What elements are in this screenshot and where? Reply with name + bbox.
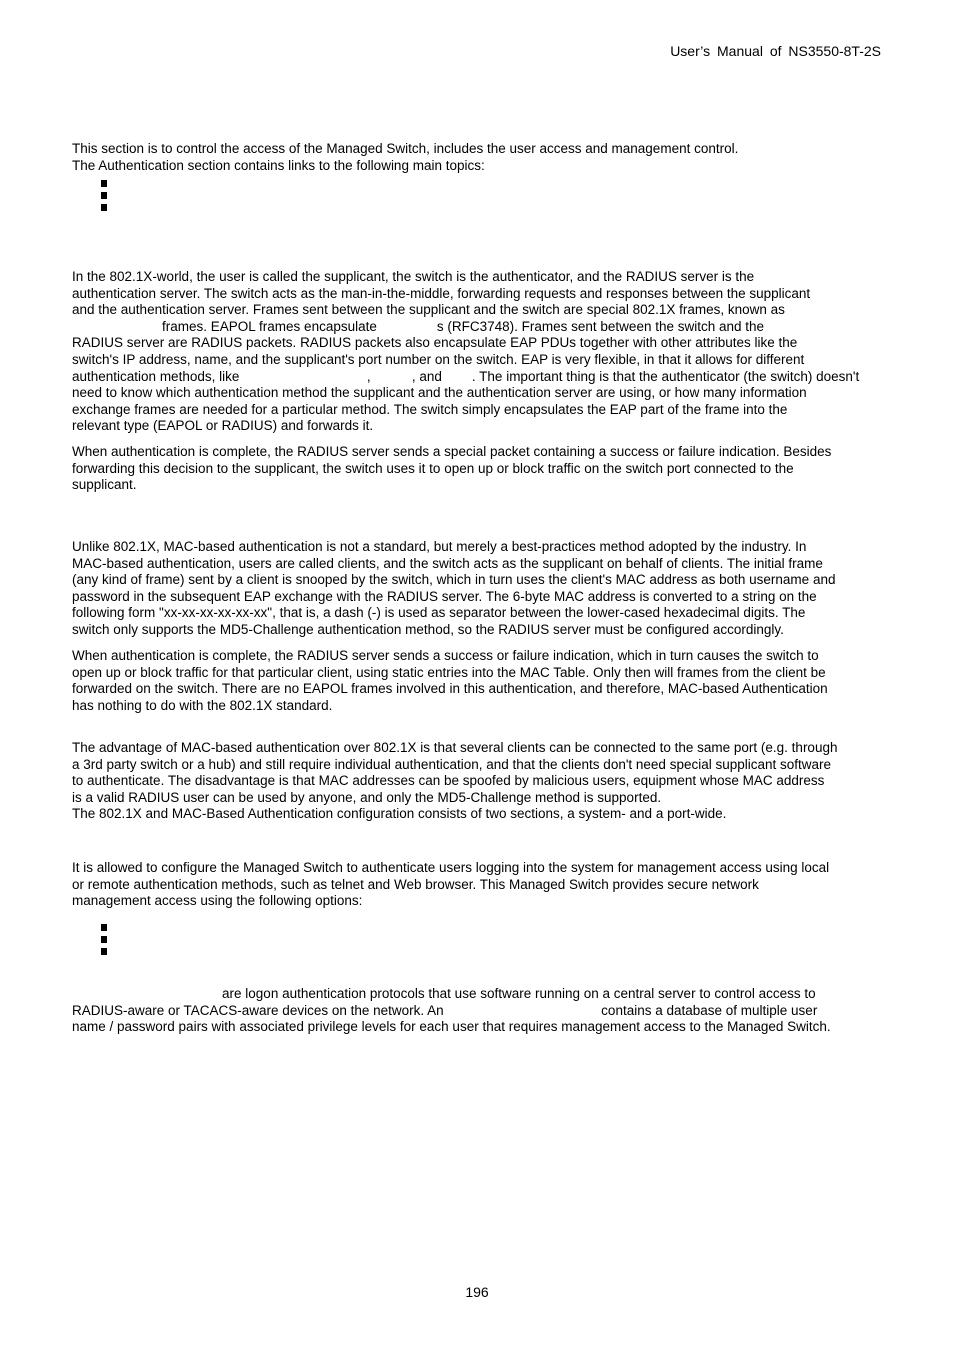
- text-line: The Authentication section contains links to the following main topics:: [72, 157, 485, 173]
- text-line: When authentication is complete, the RADIUS server sends a special packet containing a success or failure indication. Besides: [72, 444, 832, 459]
- advantage-paragraph: [72, 740, 884, 823]
- text-line: has nothing to do with the 802.1X standard.: [72, 697, 333, 713]
- text-line: RADIUS server are RADIUS packets. RADIUS packets also encapsulate EAP PDUs together with other attributes like the: [72, 335, 798, 351]
- text-line: (any kind of frame) sent by a client is snooped by the switch, which in turn uses the client's MAC address as both username and: [72, 572, 836, 588]
- text-line: It is allowed to configure the Managed Switch to authenticate users logging into the system for management access using local: [72, 860, 830, 875]
- text-line: forwarded on the switch. There are no EAPOL frames involved in this authentication, and therefore, MAC-based Authentication: [72, 681, 828, 697]
- text-line: open up or block traffic for that particular client, using static entries into the MAC Table. Only then will frames from the client be: [72, 664, 826, 680]
- bullet-icon: [101, 948, 107, 955]
- text-line: supplicant.: [72, 477, 137, 493]
- text-line: to authenticate. The disadvantage is that MAC addresses can be spoofed by malicious users, equipment whose MAC address: [72, 773, 825, 789]
- intro-paragraph: [72, 141, 884, 174]
- text-line: The 802.1X and MAC-Based Authentication configuration consists of two sections, a system- and a port-wide.: [72, 806, 727, 822]
- page-number: 196: [465, 1284, 489, 1300]
- text-line: Unlike 802.1X, MAC-based authentication is not a standard, but merely a best-practices method adopted by the industry. In: [72, 539, 807, 554]
- text-line: is a valid RADIUS user can be used by anyone, and only the MD5-Challenge method is supported.: [72, 789, 662, 805]
- text-line: MAC-based authentication, users are called clients, and the switch acts as the supplicant on behalf of clients. The initial frame: [72, 555, 823, 571]
- text-line: switch only supports the MD5-Challenge authentication method, so the RADIUS server must be configured accordingly.: [72, 621, 784, 637]
- management-paragraph: [72, 860, 884, 910]
- text-line: relevant type (EAPOL or RADIUS) and forwards it.: [72, 418, 374, 434]
- text-line: following form "xx-xx-xx-xx-xx-xx", that is, a dash (-) is used as separator between the lower-cased hexadecimal digits. The: [72, 605, 806, 621]
- text-line: switch's IP address, name, and the supplicant's port number on the switch. EAP is very flexible, in that it allows for different: [72, 351, 805, 367]
- text-line: authentication methods, like , , and . The important thing is that the authenticator (the switch) doesn't: [72, 368, 860, 384]
- dot1x-complete-paragraph: [72, 444, 884, 494]
- manual-header: User’s Manual of NS3550-8T-2S: [670, 43, 881, 59]
- bullet-icon: [101, 180, 107, 187]
- bullet-icon: [101, 204, 107, 211]
- mac-based-paragraph: [72, 539, 884, 639]
- mac-complete-paragraph: [72, 648, 884, 714]
- bullet-icon: [101, 192, 107, 199]
- text-line: management access using the following options:: [72, 893, 363, 909]
- text-line: name / password pairs with associated privilege levels for each user that requires management access to the Managed Switch.: [72, 1019, 831, 1035]
- bullet-icon: [101, 936, 107, 943]
- text-line: The advantage of MAC-based authentication over 802.1X is that several clients can be connected to the same port (e.g. through: [72, 740, 838, 755]
- topic-bullet-list: [101, 175, 913, 216]
- text-line: authentication server. The switch acts as the man-in-the-middle, forwarding requests and responses between the supplicant: [72, 285, 811, 301]
- text-line: When authentication is complete, the RADIUS server sends a success or failure indication, which in turn causes the switch to: [72, 648, 819, 663]
- text-line: exchange frames are needed for a particular method. The switch simply encapsulates the EAP part of the frame into the: [72, 401, 788, 417]
- text-line: This section is to control the access of the Managed Switch, includes the user access and management control.: [72, 141, 739, 156]
- text-line: frames. EAPOL frames encapsulate s (RFC3748). Frames sent between the switch and the: [72, 318, 765, 334]
- text-line: are logon authentication protocols that use software running on a central server to control access to: [72, 986, 816, 1001]
- bullet-icon: [101, 924, 107, 931]
- text-line: forwarding this decision to the supplicant, the switch uses it to open up or block traffic on the switch port connected to the: [72, 460, 794, 476]
- text-line: or remote authentication methods, such as telnet and Web browser. This Managed Switch provides secure network: [72, 876, 759, 892]
- text-line: and the authentication server. Frames sent between the supplicant and the switch are special 802.1X frames, known as: [72, 302, 785, 318]
- radius-tacacs-paragraph: [72, 986, 884, 1036]
- text-line: need to know which authentication method the supplicant and the authentication server are using, or how many information: [72, 385, 807, 401]
- text-line: a 3rd party switch or a hub) and still require individual authentication, and that the clients don't need special supplicant software: [72, 756, 832, 772]
- text-line: password in the subsequent EAP exchange with the RADIUS server. The 6-byte MAC address is converted to a string on the: [72, 588, 817, 604]
- access-option-bullet-list: [101, 919, 913, 960]
- dot1x-paragraph: [72, 269, 884, 435]
- text-line: In the 802.1X-world, the user is called the supplicant, the switch is the authenticator, and the RADIUS server is the: [72, 269, 755, 284]
- text-line: RADIUS-aware or TACACS-aware devices on the network. An contains a database of multiple user: [72, 1002, 818, 1018]
